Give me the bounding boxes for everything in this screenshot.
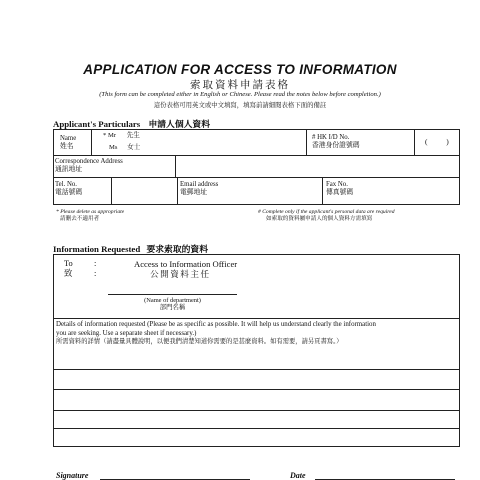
tel-label: Tel. No. 電話號碼 xyxy=(55,181,83,196)
title-option-mr[interactable]: * Mr 先生 xyxy=(103,132,140,139)
name-label: Name 姓名 xyxy=(60,135,77,150)
col-divider xyxy=(322,177,323,205)
address-field[interactable] xyxy=(176,156,459,177)
applicant-heading-text: Applicant's Particulars xyxy=(53,119,141,129)
request-box xyxy=(53,254,460,447)
fax-label: Fax No. 傳真號碼 xyxy=(326,181,354,196)
hkid-field[interactable] xyxy=(415,131,459,154)
request-heading-text: Information Requested xyxy=(53,244,141,254)
section-divider xyxy=(54,318,459,319)
email-label: Email address 電郵地址 xyxy=(180,181,219,196)
department-field[interactable] xyxy=(108,283,237,295)
col-divider xyxy=(306,130,307,155)
form-title-chinese: 索取資料申請表格 xyxy=(190,80,290,91)
department-caption: (Name of department) 部門名稱 xyxy=(144,297,201,311)
officer-label: Access to Information Officer 公開資料主任 xyxy=(134,259,238,279)
form-title: APPLICATION FOR ACCESS TO INFORMATION xyxy=(83,62,397,77)
name-field[interactable] xyxy=(174,131,304,154)
col-divider xyxy=(91,130,92,155)
hkid-bracket: ( ) xyxy=(425,137,449,146)
tel-field[interactable] xyxy=(112,178,177,205)
applicant-heading-chinese: 申請人個人資料 xyxy=(148,119,211,129)
email-field[interactable] xyxy=(229,178,321,205)
details-instructions: Details of information requested (Please be as specific as possible. It will help us understand clearly the information you are seeking. Use a separate sheet if necessary.) 所需資料的詳情（請盡量具體說明，以便我們清楚知道你需要的是甚麼資料。如有需要，請另頁書寫。） xyxy=(56,321,376,345)
signature-label: Signature xyxy=(56,471,89,480)
form-note: (This form can be completed either in English or Chinese. Please read the notes below before completion.) xyxy=(99,91,381,98)
footnote-delete: * Please delete as appropriate 請刪去不適用者 xyxy=(56,209,125,222)
title-option-ms[interactable]: Ms 女士 xyxy=(109,144,141,151)
details-field[interactable] xyxy=(55,351,458,446)
hkid-label: # HK I/D No. 香港身份證號碼 xyxy=(312,134,360,149)
fax-field[interactable] xyxy=(369,178,459,205)
applicant-table xyxy=(53,129,460,205)
address-label: Correspondence Address 通訊地址 xyxy=(55,158,123,173)
footnote-hkid: # Complete only if the applicant's personal data are required 如索取的資料屬申請人的個人資料方需填寫 xyxy=(258,209,395,222)
to-colon: : : xyxy=(94,259,97,278)
col-divider xyxy=(177,177,178,205)
form-note-chinese: 這份表格可用英文或中文填寫，填寫前請細閱表格下面的備註 xyxy=(153,102,327,109)
to-label: To 致 xyxy=(64,259,73,278)
date-label: Date xyxy=(290,471,306,480)
request-heading-chinese: 要求索取的資料 xyxy=(146,244,209,254)
